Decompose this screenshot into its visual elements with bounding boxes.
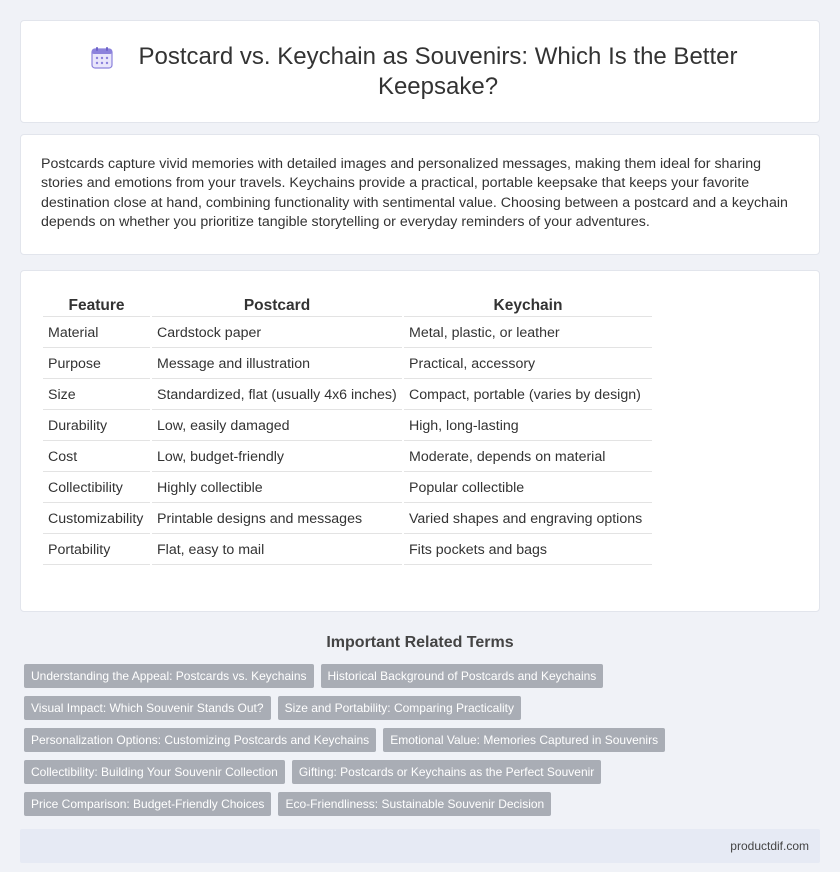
intro-card: [20, 134, 820, 255]
intro-paragraph: Postcards capture vivid memories with detailed images and personalized messages, making them ideal for sharing stories and emotions from your travels. Keychains provide a practical, portable keepsake that keeps your favorite destination close at hand, combining functionality with sentimental value. Choosing between a postcard and a keychain depends on whether you prioritize tangible storytelling or everyday reminders of your adventures.: [41, 156, 788, 230]
cell-postcard: Low, easily damaged: [152, 412, 402, 441]
footer: [20, 829, 820, 863]
calendar-icon: [90, 46, 114, 70]
related-term-link[interactable]: Price Comparison: Budget-Friendly Choices: [24, 792, 271, 816]
cell-feature: Cost: [43, 443, 150, 472]
cell-keychain: Varied shapes and engraving options: [404, 505, 652, 534]
cell-postcard: Message and illustration: [152, 350, 402, 379]
cell-feature: Portability: [43, 536, 150, 565]
cell-postcard: Flat, easy to mail: [152, 536, 402, 565]
cell-feature: Collectibility: [43, 474, 150, 503]
related-term-link[interactable]: Personalization Options: Customizing Postcards and Keychains: [24, 728, 376, 752]
header-feature: Feature: [43, 293, 150, 317]
cell-keychain: Practical, accessory: [404, 350, 652, 379]
table-row: [43, 350, 652, 379]
related-term-link[interactable]: Eco-Friendliness: Sustainable Souvenir Decision: [278, 792, 551, 816]
title-wrap: [90, 42, 750, 102]
cell-postcard: Highly collectible: [152, 474, 402, 503]
table-row: [43, 319, 652, 348]
cell-feature: Customizability: [43, 505, 150, 534]
related-term-link[interactable]: Understanding the Appeal: Postcards vs. Keychains: [24, 664, 314, 688]
page-title: Postcard vs. Keychain as Souvenirs: Which Is the Better Keepsake?: [138, 42, 738, 100]
table-row: [43, 412, 652, 441]
cell-feature: Size: [43, 381, 150, 410]
header-postcard: Postcard: [152, 293, 402, 317]
comparison-card: [20, 270, 820, 612]
cell-keychain: Fits pockets and bags: [404, 536, 652, 565]
related-terms-list: [20, 664, 820, 816]
cell-feature: Durability: [43, 412, 150, 441]
cell-feature: Purpose: [43, 350, 150, 379]
table-row: [43, 443, 652, 472]
footer-site-name: productdif.com: [730, 839, 809, 853]
cell-feature: Material: [43, 319, 150, 348]
related-term-link[interactable]: Historical Background of Postcards and Keychains: [321, 664, 604, 688]
cell-postcard: Printable designs and messages: [152, 505, 402, 534]
related-term-link[interactable]: Visual Impact: Which Souvenir Stands Out?: [24, 696, 271, 720]
cell-postcard: Cardstock paper: [152, 319, 402, 348]
cell-keychain: Compact, portable (varies by design): [404, 381, 652, 410]
related-term-link[interactable]: Gifting: Postcards or Keychains as the Perfect Souvenir: [292, 760, 601, 784]
related-term-link[interactable]: Emotional Value: Memories Captured in Souvenirs: [383, 728, 665, 752]
cell-postcard: Standardized, flat (usually 4x6 inches): [152, 381, 402, 410]
table-row: [43, 536, 652, 565]
table-row: [43, 505, 652, 534]
cell-keychain: Popular collectible: [404, 474, 652, 503]
related-terms-heading: Important Related Terms: [326, 634, 514, 651]
table-row: [43, 381, 652, 410]
table-row: [43, 474, 652, 503]
cell-keychain: Metal, plastic, or leather: [404, 319, 652, 348]
related-term-link[interactable]: Collectibility: Building Your Souvenir Collection: [24, 760, 285, 784]
table-header-row: [43, 293, 652, 317]
header-keychain: Keychain: [404, 293, 652, 317]
comparison-table: [41, 291, 654, 567]
title-card: [20, 20, 820, 123]
cell-postcard: Low, budget-friendly: [152, 443, 402, 472]
cell-keychain: Moderate, depends on material: [404, 443, 652, 472]
related-term-link[interactable]: Size and Portability: Comparing Practicality: [278, 696, 521, 720]
cell-keychain: High, long-lasting: [404, 412, 652, 441]
